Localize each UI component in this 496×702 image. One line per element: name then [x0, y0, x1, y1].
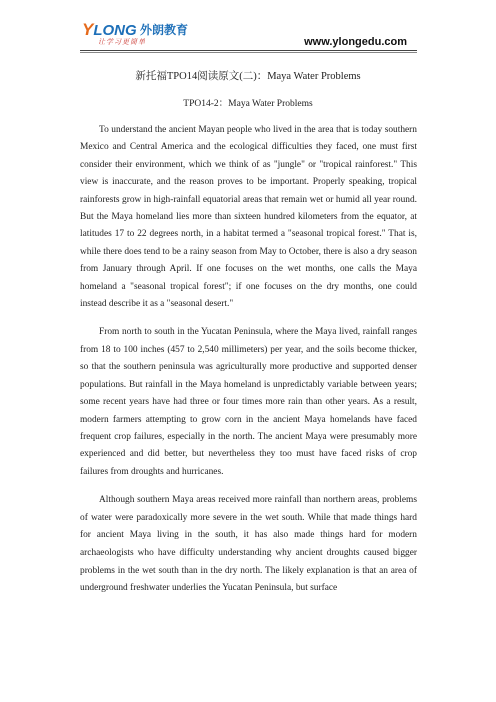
document-title: 新托福TPO14阅读原文(二)：Maya Water Problems [135, 71, 361, 82]
paragraph-3: Although southern Maya areas received more rainfall than northern areas, problems of water were paradoxically more severe in the wet south. While that made things hard for ancient Maya living in the south, it has also made things hard for modern archaeologists who have difficulty understanding why ancient droughts caused bigger problems in the wet south than in the dry north. The likely explanation is that an area of underground freshwater underlies the Yucatan Peninsula, but surface [80, 495, 417, 594]
logo-wordmark [82, 22, 137, 39]
ylong-logo [82, 22, 192, 48]
logo-wordmark-y: Y [82, 20, 94, 39]
paragraph-2: From north to south in the Yucatan Peninsula, where the Maya lived, rainfall ranges from 18 to 100 inches (457 to 2,540 millimeters) per year, and the soils become thicker, so that the southern peninsula was agriculturally more productive and supported denser populations. But rainfall in the Maya homeland is unpredictably variable between years; some recent years have had three or four times more rain than other years. As a result, modern farmers attempting to grow corn in the ancient Maya homelands have faced frequent crop failures, especially in the north. The ancient Maya were presumably more experienced and did better, but nevertheless they too must have faced risks of crop failures from droughts and hurricanes. [80, 327, 417, 477]
logo-tagline: 让学习更简单 [98, 38, 146, 46]
paragraph-1: To understand the ancient Mayan people who lived in the area that is today southern Mexico and Central America and the ecological difficulties they faced, one must first consider their environment, which we think of as "jungle" or "tropical rainforest." This view is inaccurate, and the reason proves to be important. Properly speaking, tropical rainforests grow in high-rainfall equatorial areas that remain wet or humid all year round. But the Maya homeland lies more than sixteen hundred kilometers from the equator, at latitudes 17 to 22 degrees north, in a habitat termed a "seasonal tropical forest." That is, while there does tend to be a rainy season from May to October, there is also a dry season from January through April. If one focuses on the wet months, one calls the Maya homeland a "seasonal tropical forest"; if one focuses on the dry months, one could instead describe it as a "seasonal desert." [80, 125, 417, 310]
page-header [0, 0, 496, 54]
site-url: www.ylongedu.com [304, 36, 407, 48]
header-divider-thin [80, 52, 417, 53]
article-body [80, 122, 417, 609]
header-divider [80, 50, 417, 51]
document-subtitle: TPO14-2：Maya Water Problems [183, 99, 313, 109]
logo-wordmark-long: LONG [93, 22, 137, 39]
logo-chinese-name: 外朗教育 [140, 23, 189, 37]
